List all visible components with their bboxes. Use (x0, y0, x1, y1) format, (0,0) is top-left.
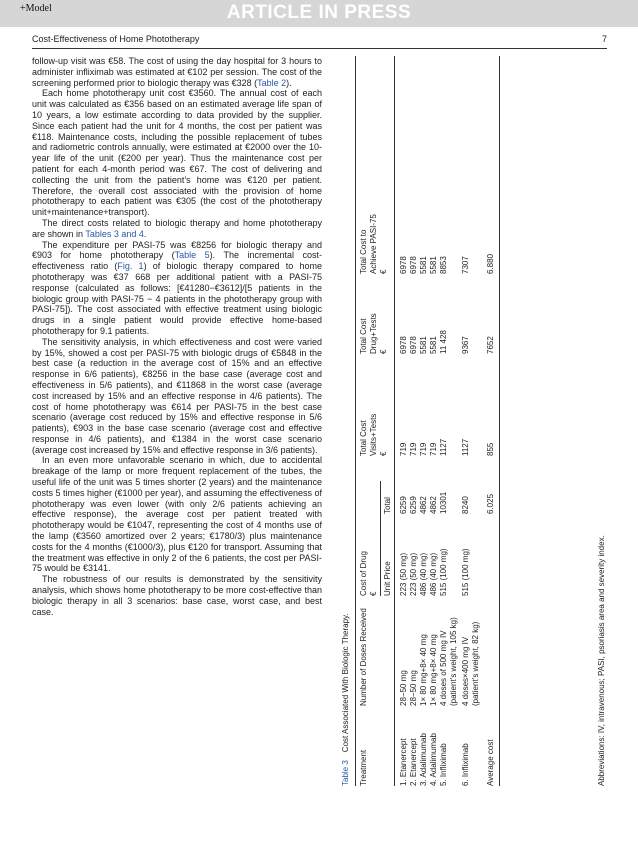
tables-3-4-link[interactable]: Tables 3 and 4 (85, 228, 144, 239)
row-5-total: 10301 (439, 491, 448, 514)
col-header-achieve-unit: € (379, 269, 388, 274)
col-header-doses: Number of Doses Received (359, 608, 368, 706)
row-3-total: 4862 (419, 496, 428, 514)
row-2-drugtests: 6978 (409, 336, 418, 354)
col-header-treatment: Treatment (359, 749, 368, 786)
average-achieve: 6.880 (486, 253, 495, 274)
row-2-total: 6259 (409, 496, 418, 514)
row-3-achieve: 5581 (419, 256, 428, 274)
model-label: +Model (20, 3, 52, 14)
row-1-treatment: 1. Etanercept (399, 738, 408, 786)
col-header-unit-price: Unit Price (383, 561, 392, 596)
row-3-doses: 1× 80 mg+8× 40 mg (419, 634, 428, 706)
table-3-rotated (337, 56, 610, 786)
row-2-doses: 28−50 mg (409, 670, 418, 706)
row-4-treatment: 4. Adalimumab (429, 733, 438, 786)
running-title: Cost-Effectiveness of Home Phototherapy (32, 34, 200, 44)
row-1-achieve: 6978 (399, 256, 408, 274)
body-column (32, 56, 322, 617)
table-caption (341, 613, 350, 786)
row-6-doses-weight: (patient’s weight, 82 kg) (471, 621, 480, 706)
row-5-achieve: 8853 (439, 256, 448, 274)
col-header-achieve-2: Achieve PASI-75 (369, 214, 378, 274)
text-span: ). The incremental cost-effectiveness ratio ( (32, 250, 322, 272)
row-3-unit-price: 486 (40 mg) (419, 552, 428, 596)
row-3-drugtests: 5581 (419, 336, 428, 354)
row-6-doses: 4 doses×400 mg IV (461, 636, 470, 706)
table-bottom-rule (499, 56, 500, 786)
row-5-drugtests: 11 428 (439, 330, 448, 354)
header-rule (32, 48, 607, 49)
average-treatment: Average cost (486, 739, 495, 786)
row-1-visits: 719 (399, 442, 408, 456)
row-4-drugtests: 5581 (429, 336, 438, 354)
col-header-drug: Cost of Drug (359, 551, 368, 596)
row-2-visits: 719 (409, 442, 418, 456)
row-6-visits: 1127 (461, 438, 470, 456)
col-header-total: Total (383, 497, 392, 514)
row-3-visits: 719 (419, 442, 428, 456)
row-1-unit-price: 223 (50 mg) (399, 552, 408, 596)
text-span: follow-up visit was €58. The cost of using the day hospital for 3 hours to administer infliximab was estimated at €102 per session. The cost of the screening performed prior to biologic therapy was €328 ( (32, 56, 322, 88)
paragraph-7: The robustness of our results is demonstrated by the sensitivity analysis, which shows home phototherapy to be more cost-effective than biologic therapy in all 3 scenarios: base case, worst case, and best case. (32, 574, 322, 617)
text-span: The direct costs related to biologic therapy and home phototherapy are shown in (32, 217, 322, 239)
row-6-drugtests: 9367 (461, 336, 470, 354)
col-header-drugtests-unit: € (379, 349, 388, 354)
page-number: 7 (601, 34, 607, 44)
paragraph-1 (32, 56, 322, 88)
text-span: . (143, 228, 147, 239)
row-6-total: 8240 (461, 496, 470, 514)
row-5-visits: 1127 (439, 438, 448, 456)
col-header-visits-2: Visits+Tests (369, 413, 378, 456)
col-header-achieve: Total Cost to (359, 229, 368, 274)
row-2-achieve: 6978 (409, 256, 418, 274)
paragraph-2: Each home phototherapy unit cost €3560. The annual cost of each unit was calculated as €356 based on an estimated average life span of 10 years, a low estimate according to data provided by the supplier. Since each patient had the unit for 4 months, the cost per patient was €118. Maintenance costs, including the possible replacement of tubes and radiometric controls annually, were estimated at €2000 over the 10-year life of the unit (€200 per year). Thus the maintenance cost per patient for each 4-month period was €67. The cost of delivering and collecting the unit from the patient’s home was €120 per patient. Therefore, the overall cost associated with the provision of home phototherapy to each patient was €305 (the cost of the phototherapy unit+maintenance+transport). (32, 88, 322, 218)
row-2-treatment: 2. Etanercept (409, 738, 418, 786)
running-head (32, 34, 607, 47)
col-header-visits-unit: € (379, 451, 388, 456)
row-3-treatment: 3. Adalimumab (419, 733, 428, 786)
article-banner (0, 0, 638, 27)
paragraph-3 (32, 218, 322, 240)
row-1-total: 6259 (399, 496, 408, 514)
paragraph-6: In an even more unfavorable scenario in which, due to accidental breakage of the lamp or more frequent replacement of the tubes, the useful life of the unit was 5 times shorter (2 years) and the maintenance costs 5 times higher (€1000 per year), and assuming the effectiveness of phototherapy was even lower (with only 2/6 patients achieving an effective response), the average cost per patient treated with phototherapy would be €1047, representing the cost of 4 months use of the lamp (€3560 amortized over 2 years; €1780/3) plus maintenance costs for the 4 months (€1000/3), plus €120 for transport. Assuming that the treatment was effective in only 2 of the 6 patients, the cost per PASI-75 would be €3141. (32, 455, 322, 574)
table-caption-text: Cost Associated With Biologic Therapy. (341, 613, 350, 753)
paragraph-5: The sensitivity analysis, in which effectiveness and cost were varied by 15%, showed a cost per PASI-75 with biologic drugs of €5848 in the best case (a reduction in the average cost of 15% and an effective response in 6/6 patients), €8256 in the base case (average cost and effectiveness in 5/6 patients), and €11868 in the worst case (average cost increased by 15% and an effective response in 4/6 patients). The cost of home phototherapy was €614 per PASI-75 in the best case scenario (average cost reduced by 15% and effective response in 5/6 patients), €903 in the base case scenario (average cost and effective response in 4/6 patients), and €1384 in the worst case scenario (average cost increased by 15% and effective response in 3/6 patients). (32, 336, 322, 455)
average-drugtests: 7652 (486, 336, 495, 354)
article-in-press-label: ARTICLE IN PRESS (226, 2, 412, 23)
drug-subheader-rule (380, 481, 381, 596)
col-header-drugtests-2: Drug+Tests (369, 313, 378, 354)
average-visits: 855 (486, 442, 495, 456)
row-4-visits: 719 (429, 442, 438, 456)
table-footnote: Abbreviations: IV, intravenous; PASI, psoriasis area and severity index. (597, 535, 606, 786)
row-4-doses: 1× 80 mg+8× 40 mg (429, 634, 438, 706)
row-5-treatment: 5. Infliximab (439, 743, 448, 786)
col-header-drug-unit: € (369, 591, 378, 596)
row-4-achieve: 5581 (429, 256, 438, 274)
row-5-unit-price: 515 (100 mg) (439, 548, 448, 596)
text-span: ) of biologic therapy compared to home phototherapy was €37 668 per additional patient with a PASI-75 response (calculated as follows: [€41280−€3612]/[5 patients in the biologic group with PASI-75 − 4 patients in the phototherapy group with PASI-75]). The cost associated with effective treatment using biologic drugs in a single patient would provide effective home-based phototherapy for 9.1 patients. (32, 261, 322, 336)
text-span: The expenditure per PASI-75 was €8256 for biologic therapy and €903 for home phototherapy ( (32, 239, 322, 261)
row-6-unit-price: 515 (100 mg) (461, 548, 470, 596)
row-6-treatment: 6. Infliximab (461, 743, 470, 786)
row-2-unit-price: 223 (50 mg) (409, 552, 418, 596)
row-5-doses: 4 doses of 500 mg IV (439, 630, 448, 706)
row-1-doses: 28−50 mg (399, 670, 408, 706)
row-5-doses-weight: (patient’s weight, 105 kg) (449, 617, 458, 706)
table-label: Table 3 (341, 760, 350, 786)
paragraph-4 (32, 240, 322, 337)
row-4-total: 4862 (429, 496, 438, 514)
col-header-visits: Total Cost (359, 420, 368, 456)
table-3-container (337, 56, 610, 786)
fig-1-link[interactable]: Fig. 1 (117, 261, 144, 272)
table-top-rule (355, 56, 356, 786)
table-5-link[interactable]: Table 5 (174, 250, 210, 261)
row-1-drugtests: 6978 (399, 336, 408, 354)
row-6-achieve: 7307 (461, 256, 470, 274)
row-4-unit-price: 486 (40 mg) (429, 552, 438, 596)
table-2-link[interactable]: Table 2 (257, 77, 287, 88)
text-span: ). (286, 77, 292, 88)
col-header-drugtests: Total Cost (359, 318, 368, 354)
table-header-rule (394, 56, 395, 786)
average-total: 6.025 (486, 493, 495, 514)
